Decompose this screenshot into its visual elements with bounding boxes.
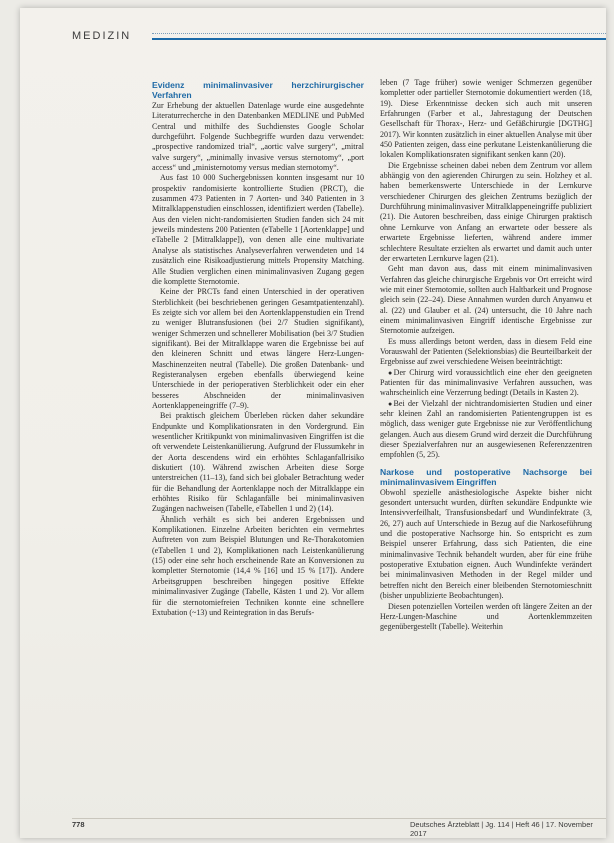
- section-heading-narkose: Narkose und postoperative Nachsorge bei minimalinvasivem Eingriffen: [380, 466, 592, 487]
- paragraph: Ähnlich verhält es sich bei anderen Ergebnissen und Komplikationen. Einzelne Arbeiten berichten ein vermehrtes Auftreten von zum Beispiel Blutungen und Re-Thorakotomien (eTabellen 1 und 2), Komplikationen nach Leistenkanülierung (15) oder eine sehr hoch erscheinende Rate an Konversionen zu kompletter Sternotomie (14,4 % [16] und 15 % [17]). Andere Arbeitsgruppen beschreiben hingegen positive Effekte minimalinvasiver Zugänge (Tabelle, Kästen 1 und 2). Vor allem für die sternotomiefreien Techniken konnte eine schnellere Extubation (~13) und Reintegration in das Berufs-: [152, 514, 364, 617]
- paragraph: Keine der PRCTs fand einen Unterschied in der operativen Sterblichkeit (bei beschriebenen geringen Gesamtpatientenzahl). Es zeigte sich vor allem bei den Aortenklappenstudien ein Trend zu weniger Blutransfusionen (bei 2/7 Studien signifikant), weniger Schmerzen und schnellerer Mobilisation (bei 3/7 Studien signifikant). Bei der Mitralklappe waren die Ergebnisse bei auf den kleineren Schnitt und etwas längere Herz-Lungen-Maschinenzeiten neutral (Tabelle). Die großen Datenbank- und Registeranalysen ergeben ebenfalls überwiegend keine Unterschiede in der perioperativen Sterblichkeit oder ein eher besseres Abschneiden der minimalinvasiven Aortenklappeneingriffe (7–9).: [152, 287, 364, 410]
- paragraph: Diesen potenziellen Vorteilen werden oft längere Zeiten an der Herz-Lungen-Maschine und Aortenklemmzeiten gegenübergestellt (Tabelle). Weiterhin: [380, 601, 592, 632]
- paragraph: Obwohl spezielle anästhesiologische Aspekte bisher nicht gesondert untersucht wurden, dürften sekundäre Endpunkte wie Intensivverfeilhalt, Transfusionsbedarf und Wundinfektrate (3, 26, 27) auch auf Unterschiede in Bezug auf die Narkoseführung und die postoperative Nachsorge hin. So entspricht es zum Beispiel unserer Erfahrung, dass sich Patienten, die eine minimalinvasive Technik behandelt wurden, aber für eine frühe postoperative Extubation eignen. Auch Wundinfekte verändert bei minimalinvasiven Methoden in der Regel milder und betreffen nicht den Bereich einer bleibenden Sternotomieschnitt (bisher unpublizierte Beobachtungen).: [380, 487, 592, 601]
- section-heading-evidenz: Evidenz minimalinvasiver herzchirurgischer Verfahren: [152, 80, 364, 100]
- paragraph: Zur Erhebung der aktuellen Datenlage wurde eine ausgedehnte Literaturrecherche in den Datenbanken MEDLINE und PubMed Central und mithilfe des Suchdienstes Google Scholar durchgeführt. Folgende Suchbegriffe wurden dazu verwendet: „prospective randomized trial“, „aortic valve surgery“, „mitral valve surgery“, „minimally invasive versus sternotomy“, „port access“ und „ministernotomy versus median sternotomy“.: [152, 101, 364, 173]
- paragraph: Es muss allerdings betont werden, dass in diesem Feld eine Vorauswahl der Patienten (Selektionsbias) die Beurteilbarkeit der Ergebnisse auf zwei verschiedene Weisen beeinträchtigt:: [380, 336, 592, 367]
- section-label: MEDIZIN: [72, 30, 132, 42]
- paragraph: leben (7 Tage früher) sowie weniger Schmerzen gegenüber kompletter oder partieller Sternotomie dokumentiert werden (18, 19). Diese Erkenntnisse decken sich auch mit unseren Erfahrungen (Farber et al., Jahrestagung der Deutschen Gesellschaft für Thorax-, Herz- und Gefäßchirurgie [DGTHG] 2017). Wir konnten zusätzlich in einer aktuellen Analyse mit über 450 Patienten zeigen, dass eine perkutane Leistenkanülierung die lokalen Komplikationsraten signifikant senken kann (20).: [380, 78, 592, 160]
- page-number: 778: [72, 820, 85, 829]
- paragraph: Geht man davon aus, dass mit einem minimalinvasiven Verfahren das gleiche chirurgische Ergebnis vor Ort erreicht wird wie mit einer Sternotomie, sollten auch Haltbarkeit und Prognose gleich sein (22–24). Diese Annahmen wurden durch Anyanwu et al. (22) und Glauber et al. (24) untersucht, die 10 Jahre nach einem minimalinvasiven Eingriff identische Ergebnisse zur Sternotomie aufzeigen.: [380, 264, 592, 336]
- paragraph: Aus fast 10 000 Suchergebnissen konnten insgesamt nur 10 prospektiv randomisierte kontrollierte Studien (PRCT), die zusammen 473 Patienten in 7 Aorten- und 340 Patienten in 3 Mitralklappenstudien einschlossen, identifiziert werden (Tabelle). Aus den vielen nicht-randomisierten Studien fanden sich 24 mit jeweils mindestens 200 Patienten (eTabelle 1 [Aortenklappe] und eTabelle 2 [Mitralklappe]), von denen alle eine multivariate Analyse als statistisches Analyseverfahren verwendeten und 14 zusätzlich eine Risikoadjustierung mittels Propensity Matching. Alle Studien verglichen einen minimalinvasiven Zugang gegen die komplette Sternotomie.: [152, 173, 364, 286]
- left-column: [152, 80, 364, 618]
- paragraph: Bei praktisch gleichem Überleben rücken daher sekundäre Endpunkte und Komplikationsraten in den Vordergrund. Ein wesentlicher Kritikpunkt von minimalinvasiven Eingriffen ist die oft verwendete Leistenkanülierung. Aufgrund der Flussumkehr in der Aorta descendens wird ein erhöhtes Schlaganfallrisiko diskutiert (10). Während zwischen Arbeiten diese Sorge unterstreichen (11–13), fand sich bei globaler Betrachtung weder für die Behandlung der Aortenklappe noch der Mitralklappe ein erhöhtes Risiko für Schlaganfälle bei minimalinvasiven Zugängen nachweisen (Tabelle, eTabellen 1 und 2) (14).: [152, 411, 364, 514]
- footer-rule: [72, 818, 606, 819]
- bullet-item: ● Bei der Vielzahl der nichtrandomisierten Studien und einer sehr kleinen Zahl an randomisierten Patientengruppen ist es möglich, dass weniger gute Ergebnisse nie zur Veröffentlichung gelangen. Auch aus diesem Grund wird derzeit die Durchführung dieser Spezialverfahren nur an ausgewiesenen Referenzzentren empfohlen (5, 25).: [380, 399, 592, 461]
- journal-citation: Deutsches Ärzteblatt | Jg. 114 | Heft 46 | 17. November 2017: [410, 820, 593, 838]
- bullet-item: ● Der Chirurg wird voraussichtlich eine eher den geeigneten Patienten für das minimalinvasive Verfahren aussuchen, was wahrscheinlich eine Verzerrung bedingt (Details in Kasten 2).: [380, 368, 592, 399]
- right-column: [380, 78, 592, 633]
- header-rule: [152, 38, 606, 40]
- header-dotted-rule: [152, 33, 606, 37]
- paragraph: Die Ergebnisse scheinen dabei neben dem Zentrum vor allem abhängig von den agierenden Chirurgen zu sein. Holzhey et al. haben bemerkenswerte Unterschiede in der Lernkurve verschiedener Chirurgen des gleichen Zentrums bezüglich der Durchführung minimalinvasiver Mitralklappeneingriffe publiziert (21). Die Autoren beschreiben, dass einige Chirurgen praktisch ohne Lernkurve von Anfang an erwartete oder bessere als erwartete Ergebnisse lieferten, während andere immer schlechtere Resultate erzielten als erwartet und damit auch unter der erwarteten Lernkurve lagen (21).: [380, 160, 592, 263]
- page: [20, 8, 606, 838]
